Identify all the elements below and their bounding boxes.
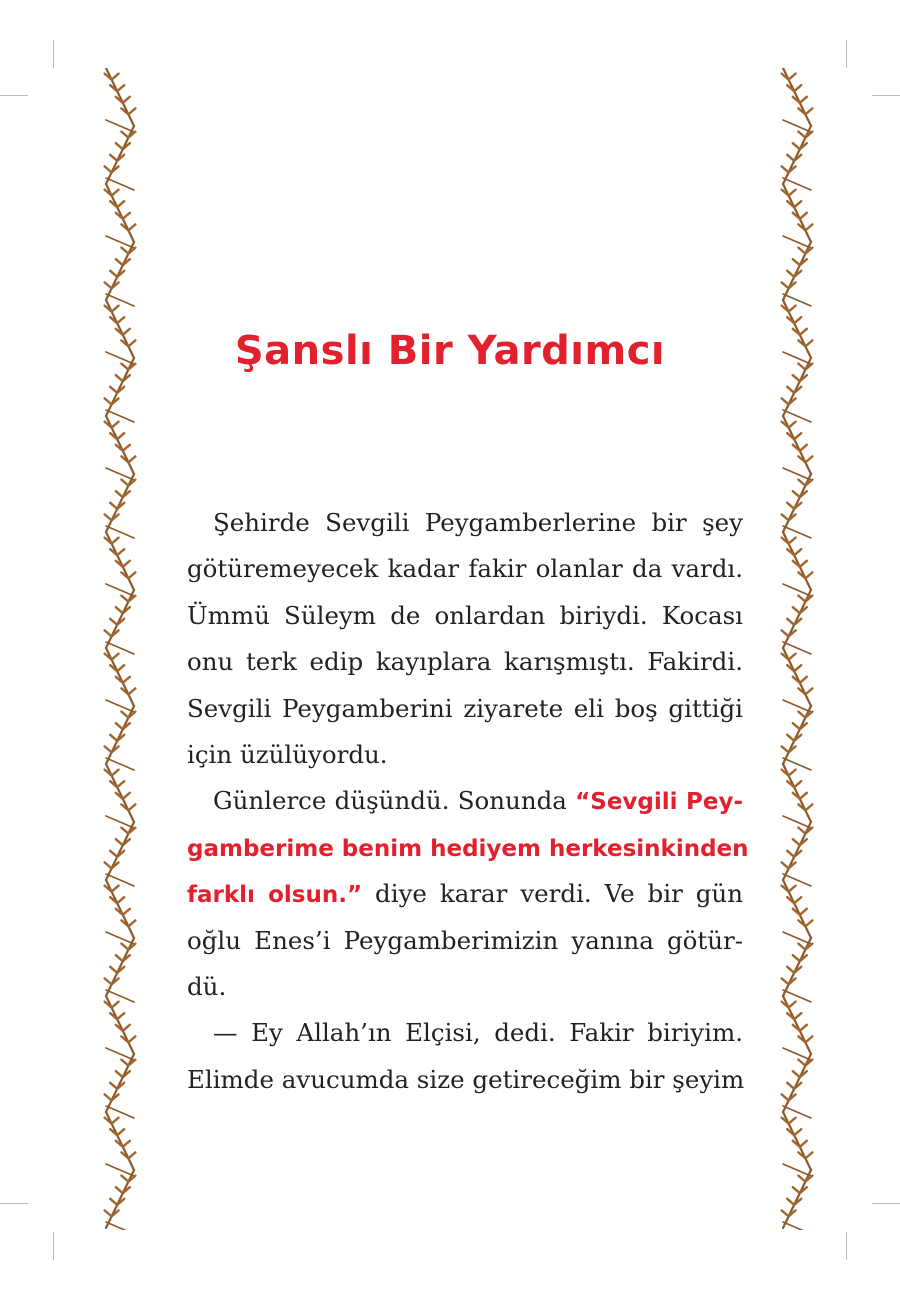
text-line: Elimde avucumda size getireceğim bir şeyim	[187, 1064, 745, 1094]
crop-mark	[0, 1203, 28, 1204]
crop-mark	[0, 95, 28, 96]
crop-mark	[846, 40, 847, 68]
text-line	[187, 825, 749, 871]
text-line: Şehirde Sevgili Peygamberlerine bir şey	[213, 508, 743, 537]
highlighted-quote: farklı olsun.”	[187, 882, 363, 909]
text-line: Sevgili Peygamberini ziyarete eli boş gittiği	[187, 693, 743, 723]
body-text	[187, 500, 749, 1103]
text-segment: Günlerce düşündü. Sonunda	[213, 786, 576, 816]
leaf-vine-icon	[98, 68, 142, 1230]
right-vine-border	[775, 68, 819, 1230]
crop-mark	[53, 1232, 54, 1260]
crop-mark	[53, 40, 54, 68]
highlighted-quote: “Sevgili Pey-	[575, 789, 744, 816]
crop-mark	[846, 1232, 847, 1260]
highlighted-quote: gamberime benim hediyem herkesinkinden	[187, 835, 749, 862]
text-line: — Ey Allah’ın Elçisi, dedi. Fakir biriyim.	[213, 1018, 743, 1048]
text-line: götüremeyecek kadar fakir olanlar da vardı.	[187, 554, 743, 584]
text-line: dü.	[187, 971, 227, 1001]
text-line	[187, 871, 743, 917]
crop-mark	[872, 95, 900, 96]
text-segment: diye karar verdi. Ve bir gün	[362, 879, 743, 909]
leaf-vine-icon	[775, 68, 819, 1230]
left-vine-border	[98, 68, 142, 1230]
text-line	[187, 778, 743, 824]
text-line: oğlu Enes’i Peygamberimizin yanına götür-	[187, 925, 743, 955]
text-line: için üzülüyordu.	[187, 739, 388, 769]
chapter-title: Şanslı Bir Yardımcı	[234, 328, 666, 374]
crop-mark	[872, 1203, 900, 1204]
text-line: onu terk edip kayıplara karışmıştı. Fakirdi.	[187, 647, 743, 677]
text-line: Ümmü Süleym de onlardan biriydi. Kocası	[187, 600, 743, 630]
